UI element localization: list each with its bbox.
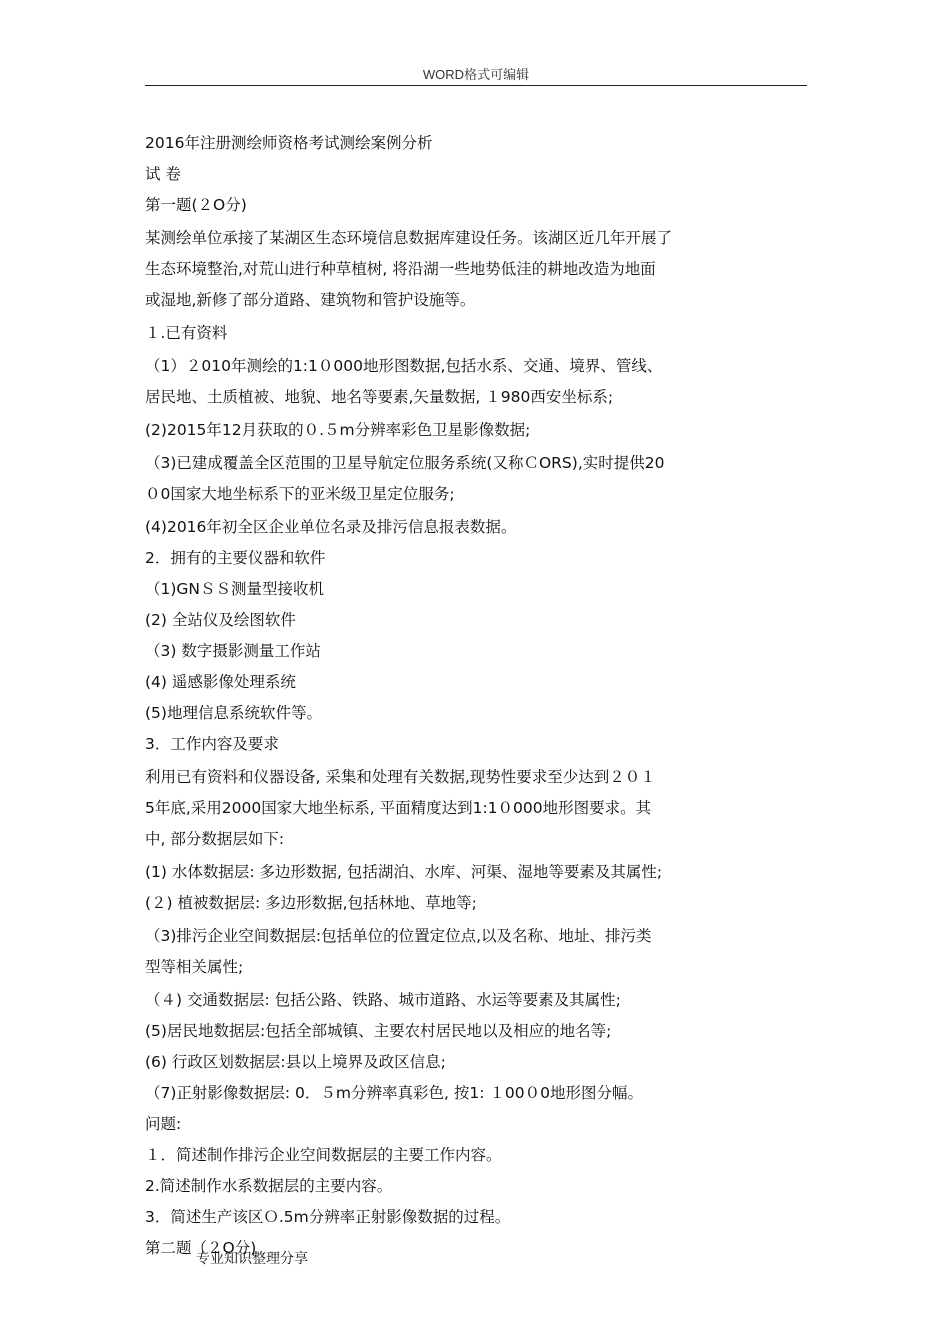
- list-item: （４) 交通数据层: 包括公路、铁路、城市道路、水运等要素及其属性;: [145, 991, 621, 1009]
- question-2-heading: 第二题（２O分): [145, 1239, 257, 1257]
- list-item: (5)地理信息系统软件等。: [145, 704, 322, 722]
- list-item-line: （3)排污企业空间数据层:包括单位的位置定位点,以及名称、地址、排污类: [145, 927, 652, 945]
- list-item: (6) 行政区划数据层:县以上境界及政区信息;: [145, 1053, 446, 1071]
- intro-line: 5年底,采用2000国家大地坐标系, 平面精度达到1:1０000地形图要求。其: [145, 799, 652, 817]
- question-1-intro: [145, 223, 810, 316]
- list-item: （1)GNＳＳ测量型接收机: [145, 580, 325, 598]
- list-item-line: 型等相关属性;: [145, 958, 244, 976]
- list-item: [145, 351, 810, 413]
- list-item-line: ０0国家大地坐标系下的亚米级卫星定位服务;: [145, 485, 455, 503]
- section-1-heading: １.已有资料: [145, 324, 228, 342]
- list-item: （7)正射影像数据层: 0．５m分辨率真彩色, 按1: １00０0地形图分幅。: [145, 1084, 643, 1102]
- list-item: (4)2016年初全区企业单位名录及排污信息报表数据。: [145, 518, 517, 536]
- question-1-heading: 第一题(２O分): [145, 196, 247, 214]
- list-item: (２) 植被数据层: 多边形数据,包括林地、草地等;: [145, 894, 477, 912]
- list-item-line: 居民地、土质植被、地貌、地名等要素,矢量数据, １980西安坐标系;: [145, 388, 614, 406]
- page-footer: 专业知识整理分享: [196, 1251, 308, 1267]
- section-3-heading: 3．工作内容及要求: [145, 735, 279, 753]
- document-body: [145, 128, 810, 1264]
- list-item: (2) 全站仪及绘图软件: [145, 611, 296, 629]
- section-2-heading: 2．拥有的主要仪器和软件: [145, 549, 326, 567]
- intro-line: 生态环境整治,对荒山进行种草植树, 将沿湖一些地势低洼的耕地改造为地面: [145, 260, 656, 278]
- questions-heading: 问题:: [145, 1115, 182, 1133]
- list-item: (4) 遥感影像处理系统: [145, 673, 296, 691]
- list-item: (1) 水体数据层: 多边形数据, 包括湖泊、水库、河渠、湿地等要素及其属性;: [145, 863, 663, 881]
- list-item: (2)2015年12月获取的０.５m分辨率彩色卫星影像数据;: [145, 421, 531, 439]
- question-item: 3．简述生产该区Ｏ.5m分辨率正射影像数据的过程。: [145, 1208, 511, 1226]
- document-subtitle: 试 卷: [145, 165, 181, 183]
- question-item: 2.简述制作水系数据层的主要内容。: [145, 1177, 393, 1195]
- intro-line: 某测绘单位承接了某湖区生态环境信息数据库建设任务。该湖区近几年开展了: [145, 229, 673, 247]
- list-item: [145, 921, 810, 983]
- list-item: （3) 数字摄影测量工作站: [145, 642, 321, 660]
- intro-line: 或湿地,新修了部分道路、建筑物和管护设施等。: [145, 291, 476, 309]
- header-rule: [145, 85, 807, 86]
- question-item: １．简述制作排污企业空间数据层的主要工作内容。: [145, 1146, 502, 1164]
- list-item-line: （1）２010年测绘的1:1０000地形图数据,包括水系、交通、境界、管线、: [145, 357, 663, 375]
- list-item: [145, 448, 810, 510]
- list-item-line: （3)已建成覆盖全区范围的卫星导航定位服务系统(又称ＣORS),实时提供20: [145, 454, 665, 472]
- intro-line: 中, 部分数据层如下:: [145, 830, 285, 848]
- list-item: (5)居民地数据层:包括全部城镇、主要农村居民地以及相应的地名等;: [145, 1022, 612, 1040]
- intro-line: 利用已有资料和仪器设备, 采集和处理有关数据,现势性要求至少达到２０１: [145, 768, 656, 786]
- document-title: 2016年注册测绘师资格考试测绘案例分析: [145, 134, 433, 152]
- page-header: WORD格式可编辑: [422, 67, 530, 82]
- section-3-intro: [145, 762, 810, 855]
